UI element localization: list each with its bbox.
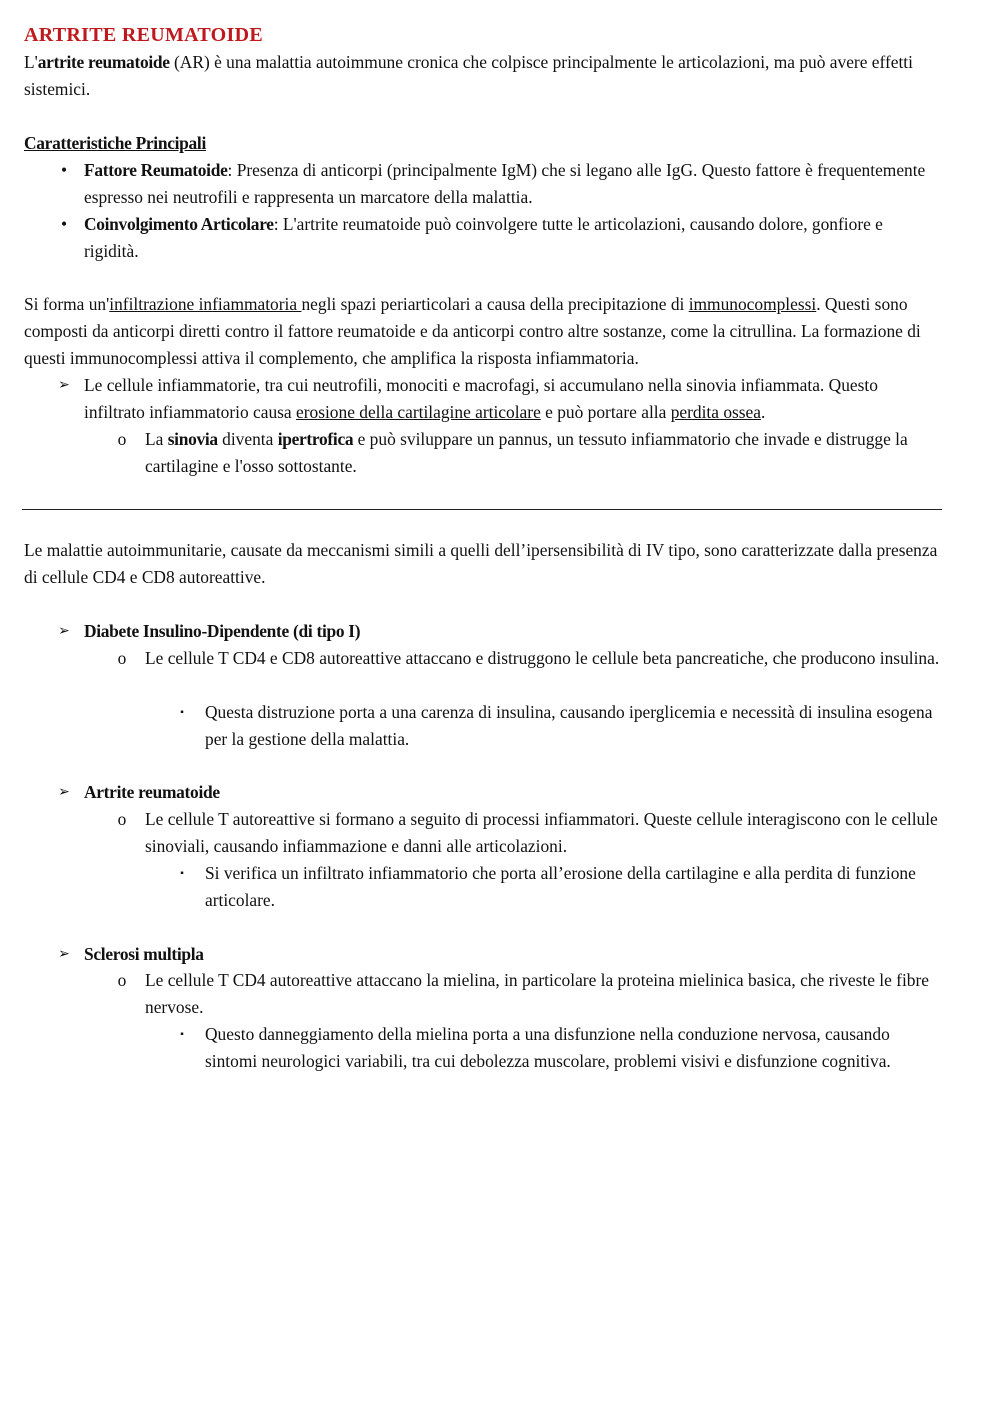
- list-item: [180, 860, 935, 914]
- feature-text: : Presenza di anticorpi (principalmente IgM) che si legano alle IgG. Questo fattore è frequentemente espresso nei neutrofili e rappresenta un marcatore della malattia.: [84, 160, 926, 207]
- list-item: [58, 941, 934, 968]
- section-artrite-sub: [117, 806, 940, 860]
- arrow-marker: ➢: [58, 785, 70, 800]
- sub-item-text: Le cellule T autoreattive si formano a seguito di processi infiammatori. Queste cellule interagiscono con le cellule sinoviali, causando infiammazione e danni alle articolazioni.: [145, 809, 938, 856]
- text-segment: e può sviluppare un pannus, un tessuto infiammatorio che invade e distrugge la cartilagine e l'osso sottostante.: [145, 429, 908, 476]
- features-list: [60, 157, 934, 265]
- square-marker: ▪: [180, 1029, 184, 1040]
- feature-text: : L'artrite reumatoide può coinvolgere tutte le articolazioni, causando dolore, gonfiore e rigidità.: [84, 214, 883, 261]
- text-segment: Le cellule infiammatorie, tra cui neutrofili, monociti e macrofagi, si accumulano nella sinovia infiammata. Questo infiltrato infiammatorio causa: [84, 375, 878, 422]
- circle-marker: o: [117, 648, 127, 668]
- text-segment: diventa: [217, 429, 278, 449]
- list-item: [117, 426, 940, 480]
- circle-marker: o: [117, 809, 127, 829]
- bold-term: sinovia: [167, 429, 218, 449]
- detail-text: Questa distruzione porta a una carenza di insulina, causando iperglicemia e necessità di insulina esogena per la gestione della malattia.: [205, 702, 933, 749]
- arrow-marker: ➢: [58, 378, 70, 393]
- section-heading: Sclerosi multipla: [84, 944, 204, 964]
- horizontal-divider: [22, 509, 942, 510]
- list-item: [117, 967, 940, 1021]
- underlined-term: immunocomplessi: [688, 294, 817, 314]
- list-item: [117, 806, 940, 860]
- sublist-sinovia: [117, 426, 940, 480]
- arrow-marker: ➢: [58, 624, 70, 639]
- section-diabete-detail: [180, 699, 935, 753]
- section-sclerosi-sub: [117, 967, 940, 1021]
- bold-term: ipertrofica: [277, 429, 354, 449]
- feature-term: Coinvolgimento Articolare: [84, 214, 274, 234]
- sub-item-text: Le cellule T CD4 e CD8 autoreattive attaccano e distruggono le cellule beta pancreatiche, che producono insulina.: [145, 648, 940, 668]
- section-diabete-sub: [117, 645, 940, 672]
- bullet-marker: •: [60, 160, 68, 180]
- list-item: [117, 645, 940, 672]
- text-segment: .: [761, 402, 766, 422]
- infiltration-paragraph: [24, 291, 939, 372]
- underlined-term: erosione della cartilagine articolare: [296, 402, 541, 422]
- list-item: [58, 618, 934, 645]
- list-item: [60, 157, 934, 211]
- arrow-list-cells: [58, 372, 934, 426]
- section-heading: Diabete Insulino-Dipendente (di tipo I): [84, 621, 361, 641]
- underlined-term: infiltrazione infiammatoria: [109, 294, 302, 314]
- intro-paragraph: [24, 49, 939, 103]
- intro-bold-term: artrite reumatoide: [37, 52, 170, 72]
- section-sclerosi-detail: [180, 1021, 935, 1075]
- section-artrite-detail: [180, 860, 935, 914]
- text-segment: . Questi sono composti da anticorpi diretti contro il fattore reumatoide e da anticorpi contro altre sostanze, come la citrullina. La formazione di questi immunocomplessi attiva il complemento, che amplifica la risposta infiammatoria.: [24, 294, 921, 368]
- section-sclerosi: [58, 941, 934, 968]
- autoimmune-paragraph: Le malattie autoimmunitarie, causate da meccanismi simili a quelli dell’ipersensibilità di IV tipo, sono caratterizzate dalla presenza di cellule CD4 e CD8 autoreattive.: [24, 540, 938, 587]
- underlined-term: perdita ossea: [670, 402, 761, 422]
- list-item: [180, 1021, 935, 1075]
- detail-text: Si verifica un infiltrato infiammatorio che porta all’erosione della cartilagine e alla perdita di funzione articolare.: [205, 863, 916, 910]
- arrow-marker: ➢: [58, 947, 70, 962]
- intro-text-start: L': [24, 52, 38, 72]
- section-heading: Artrite reumatoide: [84, 782, 220, 802]
- text-segment: negli spazi periarticolari a causa della precipitazione di: [301, 294, 689, 314]
- feature-term: Fattore Reumatoide: [84, 160, 228, 180]
- document-title: ARTRITE REUMATOIDE: [24, 24, 263, 46]
- section-heading-caratteristiche: Caratteristiche Principali: [24, 133, 206, 153]
- list-item: [60, 211, 934, 265]
- text-segment: e può portare alla: [540, 402, 671, 422]
- text-segment: La: [145, 429, 168, 449]
- list-item: [180, 699, 935, 753]
- list-item: [58, 779, 934, 806]
- section-diabete: [58, 618, 934, 645]
- circle-marker: o: [117, 429, 127, 449]
- bullet-marker: •: [60, 214, 68, 234]
- square-marker: ▪: [180, 868, 184, 879]
- list-item: [58, 372, 934, 426]
- intro-text-end: (AR) è una malattia autoimmune cronica che colpisce principalmente le articolazioni, ma può avere effetti sistemici.: [24, 52, 913, 99]
- detail-text: Questo danneggiamento della mielina porta a una disfunzione nella conduzione nervosa, causando sintomi neurologici variabili, tra cui debolezza muscolare, problemi visivi e disfunzione cognitiva.: [205, 1024, 891, 1071]
- text-segment: Si forma un': [24, 294, 110, 314]
- section-artrite: [58, 779, 934, 806]
- circle-marker: o: [117, 970, 127, 990]
- square-marker: ▪: [180, 707, 184, 718]
- sub-item-text: Le cellule T CD4 autoreattive attaccano la mielina, in particolare la proteina mielinica basica, che riveste le fibre nervose.: [145, 970, 929, 1017]
